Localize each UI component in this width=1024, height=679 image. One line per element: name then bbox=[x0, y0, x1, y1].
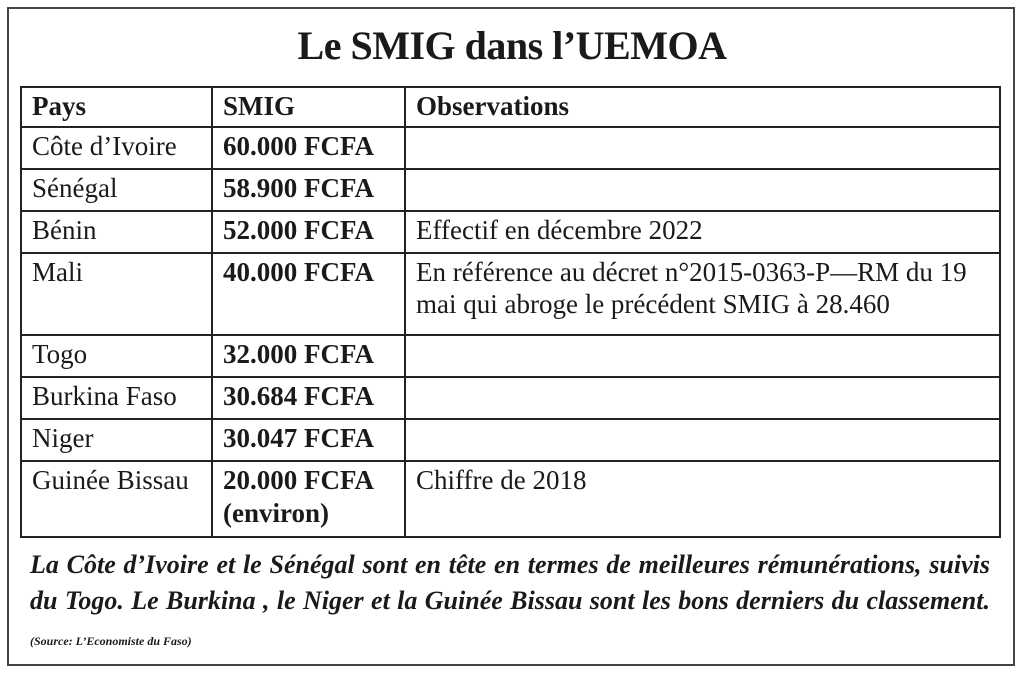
cell-pays: Bénin bbox=[21, 211, 212, 253]
cell-pays: Guinée Bissau bbox=[21, 461, 212, 537]
caption bbox=[30, 547, 990, 659]
cell-smig-value: 20.000 FCFA bbox=[223, 465, 374, 495]
table-row bbox=[21, 461, 1000, 537]
table-row bbox=[21, 377, 1000, 419]
cell-observation bbox=[405, 127, 1000, 169]
cell-smig: 60.000 FCFA bbox=[212, 127, 405, 169]
smig-table bbox=[20, 86, 1001, 538]
cell-observation bbox=[405, 169, 1000, 211]
cell-smig bbox=[212, 461, 405, 537]
cell-smig-note: (environ) bbox=[223, 498, 329, 528]
cell-observation bbox=[405, 419, 1000, 461]
table-row bbox=[21, 419, 1000, 461]
page-title: Le SMIG dans l’UEMOA bbox=[297, 23, 727, 68]
table-row bbox=[21, 253, 1000, 335]
cell-observation bbox=[405, 335, 1000, 377]
cell-observation: Chiffre de 2018 bbox=[405, 461, 1000, 537]
header-pays: Pays bbox=[21, 87, 212, 127]
cell-smig: 58.900 FCFA bbox=[212, 169, 405, 211]
header-observations: Observations bbox=[405, 87, 1000, 127]
cell-smig: 30.047 FCFA bbox=[212, 419, 405, 461]
cell-smig: 32.000 FCFA bbox=[212, 335, 405, 377]
cell-pays: Mali bbox=[21, 253, 212, 335]
cell-smig: 52.000 FCFA bbox=[212, 211, 405, 253]
table-row bbox=[21, 211, 1000, 253]
header-smig: SMIG bbox=[212, 87, 405, 127]
cell-pays: Togo bbox=[21, 335, 212, 377]
cell-pays: Niger bbox=[21, 419, 212, 461]
table-row bbox=[21, 169, 1000, 211]
cell-observation: En référence au décret n°2015-0363-P—RM du 19 mai qui abroge le précédent SMIG à 28.460 bbox=[405, 253, 1000, 335]
caption-source: (Source: L’Economiste du Faso) bbox=[30, 634, 192, 648]
table-row bbox=[21, 127, 1000, 169]
cell-observation bbox=[405, 377, 1000, 419]
cell-observation: Effectif en décembre 2022 bbox=[405, 211, 1000, 253]
table-header-row bbox=[21, 87, 1000, 127]
table-row bbox=[21, 335, 1000, 377]
cell-pays: Burkina Faso bbox=[21, 377, 212, 419]
cell-pays: Sénégal bbox=[21, 169, 212, 211]
cell-smig: 30.684 FCFA bbox=[212, 377, 405, 419]
caption-text: La Côte d’Ivoire et le Sénégal sont en tête en termes de meilleures rémunérations, suivis du Togo. Le Burkina , le Niger et la Guinée Bissau sont les bons derniers du classement. bbox=[30, 550, 990, 615]
cell-smig: 40.000 FCFA bbox=[212, 253, 405, 335]
cell-pays: Côte d’Ivoire bbox=[21, 127, 212, 169]
